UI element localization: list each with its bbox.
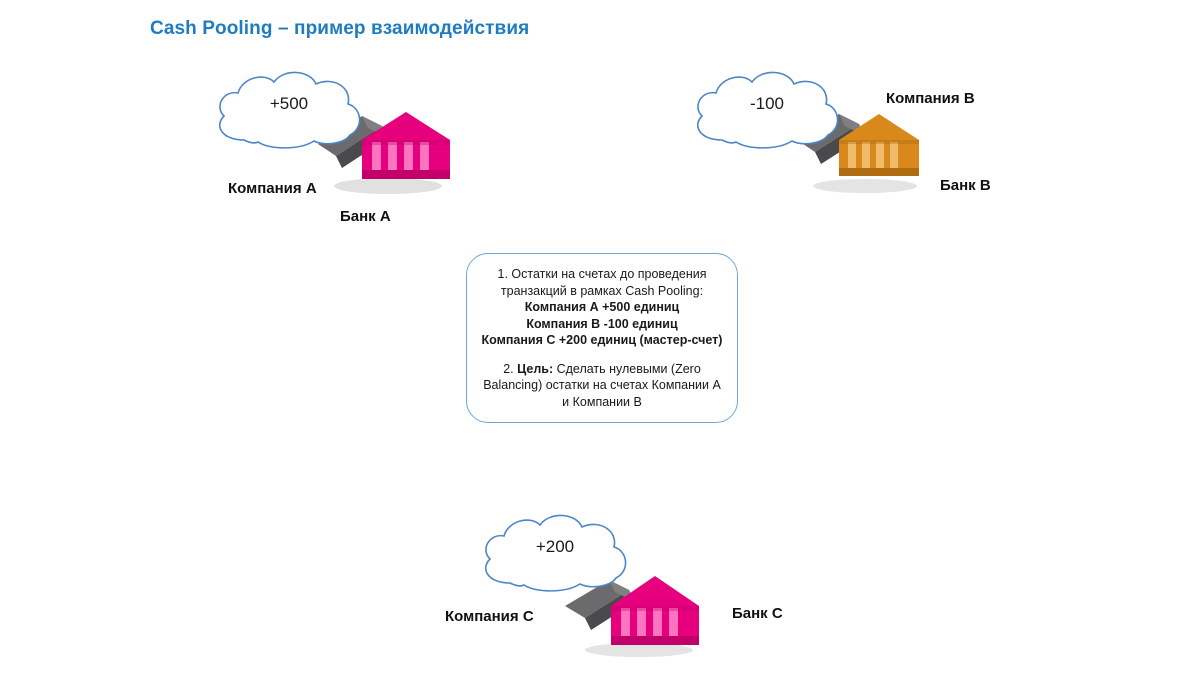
cloud-value-c: +200 <box>535 537 575 556</box>
note-item1-bold3: Компания C +200 единиц (мастер-счет) <box>481 333 723 347</box>
note-item1-line1: 1. Остатки на счетах до проведения <box>497 267 707 281</box>
note-item2 <box>481 361 723 411</box>
company-label-c: Компания C <box>445 608 534 625</box>
note-box <box>466 253 738 423</box>
note-item2-text: Сделать нулевыми (Zero Balancing) остатки на счетах Компании A и Компании B <box>483 361 721 409</box>
note-item2-bold: Цель: <box>517 361 554 376</box>
cloud-balance-b <box>682 62 852 154</box>
node-company-a <box>200 62 500 242</box>
company-label-b: Компания B <box>886 90 975 107</box>
note-item1-bold2: Компания B -100 единиц <box>526 316 678 331</box>
company-label-a: Компания A <box>228 180 317 197</box>
node-company-b <box>682 62 1022 242</box>
bank-label-c: Банк C <box>732 605 783 622</box>
note-item1-bold1: Компания А +500 единиц <box>524 300 680 314</box>
cloud-balance-a <box>204 62 374 154</box>
cloud-value-b: -100 <box>749 94 785 113</box>
bank-label-a: Банк А <box>340 208 391 225</box>
note-item1-line2: транзакций в рамках Cash Pooling: <box>500 283 704 298</box>
note-spacer <box>481 349 723 361</box>
bank-label-b: Банк B <box>940 177 991 194</box>
page-title: Cash Pooling – пример взаимодействия <box>150 18 530 39</box>
note-item2-prefix: 2. <box>503 361 518 376</box>
node-company-c <box>445 505 825 645</box>
cloud-balance-c <box>470 505 640 597</box>
cloud-value-a: +500 <box>269 94 309 113</box>
